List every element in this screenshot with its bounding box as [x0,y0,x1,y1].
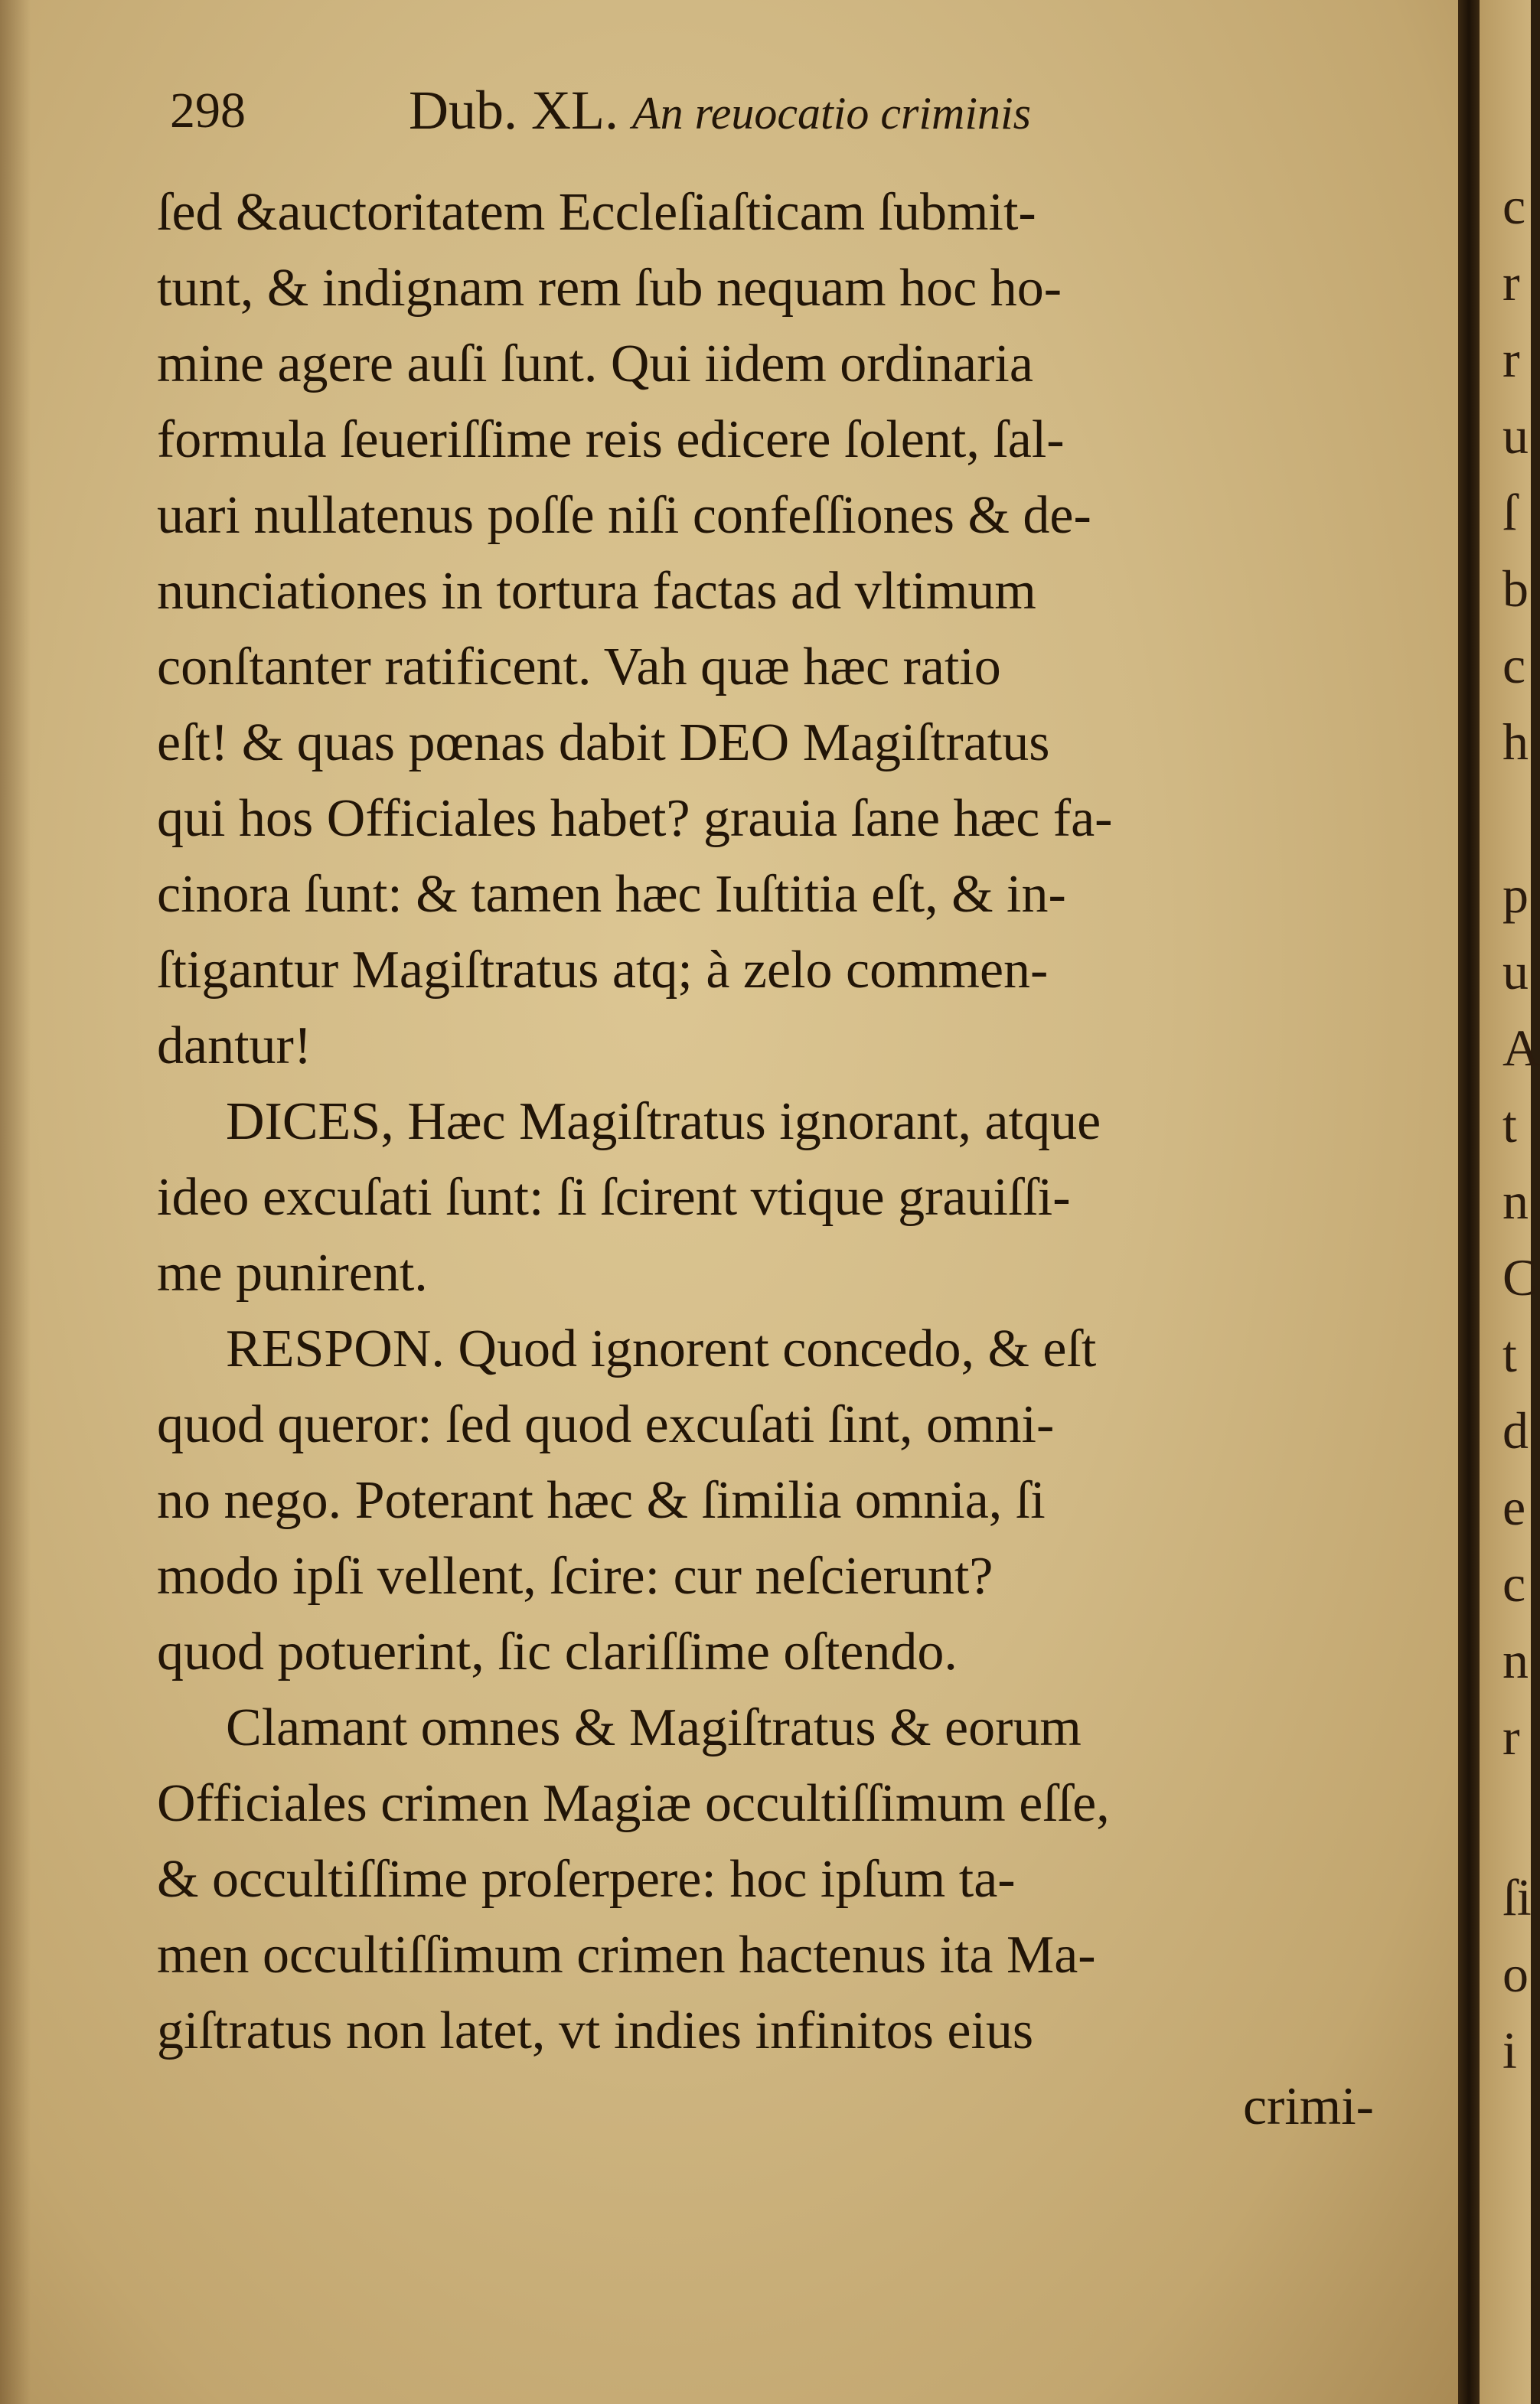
running-title [409,79,1031,142]
facing-letter: o [1502,1945,1529,2003]
text-line: men occultiſſimum crimen hactenus ita Ma- [157,1926,1096,1985]
text-line: eſt! & quas pœnas dabit DEO Magiſtratus [157,713,1050,772]
text-line: formula ſeueriſſime reis edicere ſolent, ſal- [157,410,1065,469]
facing-letter: c [1502,636,1526,694]
text-line: nunciationes in tortura factas ad vltimum [157,562,1036,621]
text-line: mine agere auſi ſunt. Qui iidem ordinaria [157,334,1033,393]
text-line: ideo excuſati ſunt: ſi ſcirent vtique grauiſſi- [157,1168,1071,1227]
text-line: & occultiſſime proſerpere: hoc ipſum ta- [157,1850,1016,1909]
text-line: ſed &auctoritatem Eccleſiaſticam ſubmit- [157,183,1036,242]
facing-page-edge [1480,0,1540,2404]
text-line: quod queror: ſed quod excuſati ſint, omni- [157,1395,1055,1454]
text-line: qui hos Officiales habet? grauia ſane hæc fa- [157,789,1113,848]
facing-letter: n [1502,1631,1529,1689]
facing-letter: c [1502,177,1526,235]
facing-letter: n [1502,1172,1529,1230]
facing-letter: t [1502,1095,1517,1153]
body-text [157,175,1382,2145]
text-line: conſtanter ratificent. Vah quæ hæc ratio [157,638,1001,696]
running-header [170,73,1241,157]
text-line: modo ipſi vellent, ſcire: cur neſcierunt? [157,1547,993,1606]
text-line: dantur! [157,1016,312,1075]
text-line: uari nullatenus poſſe niſi confeſſiones & de- [157,486,1091,545]
facing-letter: p [1502,866,1529,924]
facing-letter: e [1502,1478,1526,1536]
facing-letter: r [1502,330,1520,388]
running-subtitle: An reuocatio criminis [631,88,1032,139]
paragraph-start-line: Clamant omnes & Magiſtratus & eorum [226,1698,1082,1757]
facing-letter: i [1502,2021,1517,2079]
facing-letter: r [1502,253,1520,312]
facing-letter: h [1502,713,1529,771]
facing-letter: ſi [1502,1868,1532,1926]
facing-letter: t [1502,1325,1517,1383]
facing-letter: d [1502,1401,1529,1460]
facing-letter: b [1502,559,1529,618]
text-line: giſtratus non latet, vt indies infinitos eius [157,2001,1034,2060]
chapter-label: Dub. XL. [409,80,618,141]
text-line: tunt, & indignam rem ſub nequam hoc ho- [157,259,1062,318]
facing-letter: u [1502,942,1529,1000]
facing-letter: C [1502,1248,1538,1306]
text-line: no nego. Poterant hæc & ſimilia omnia, ſi [157,1471,1046,1530]
text-line: me punirent. [157,1244,428,1303]
text-line: Officiales crimen Magiæ occultiſſimum eſſe, [157,1774,1110,1833]
text-line: quod potuerint, ſic clariſſime oſtendo. [157,1623,958,1681]
facing-letter: r [1502,1708,1520,1766]
facing-letter: A [1502,1019,1540,1077]
facing-letter: ſ [1502,483,1517,541]
paragraph-start-line: RESPON. Quod ignorent concedo, & eſt [226,1319,1097,1378]
text-line: ſtigantur Magiſtratus atq; à zelo commen- [157,941,1049,1000]
paragraph-start-line: DICES, Hæc Magiſtratus ignorant, atque [226,1092,1101,1151]
page-number: 298 [170,83,246,139]
book-gutter [1458,0,1480,2404]
facing-letter: u [1502,406,1529,465]
catchword: crimi- [1242,2077,1374,2136]
facing-letter: c [1502,1554,1526,1613]
text-line: cinora ſunt: & tamen hæc Iuſtitia eſt, & in- [157,865,1066,924]
